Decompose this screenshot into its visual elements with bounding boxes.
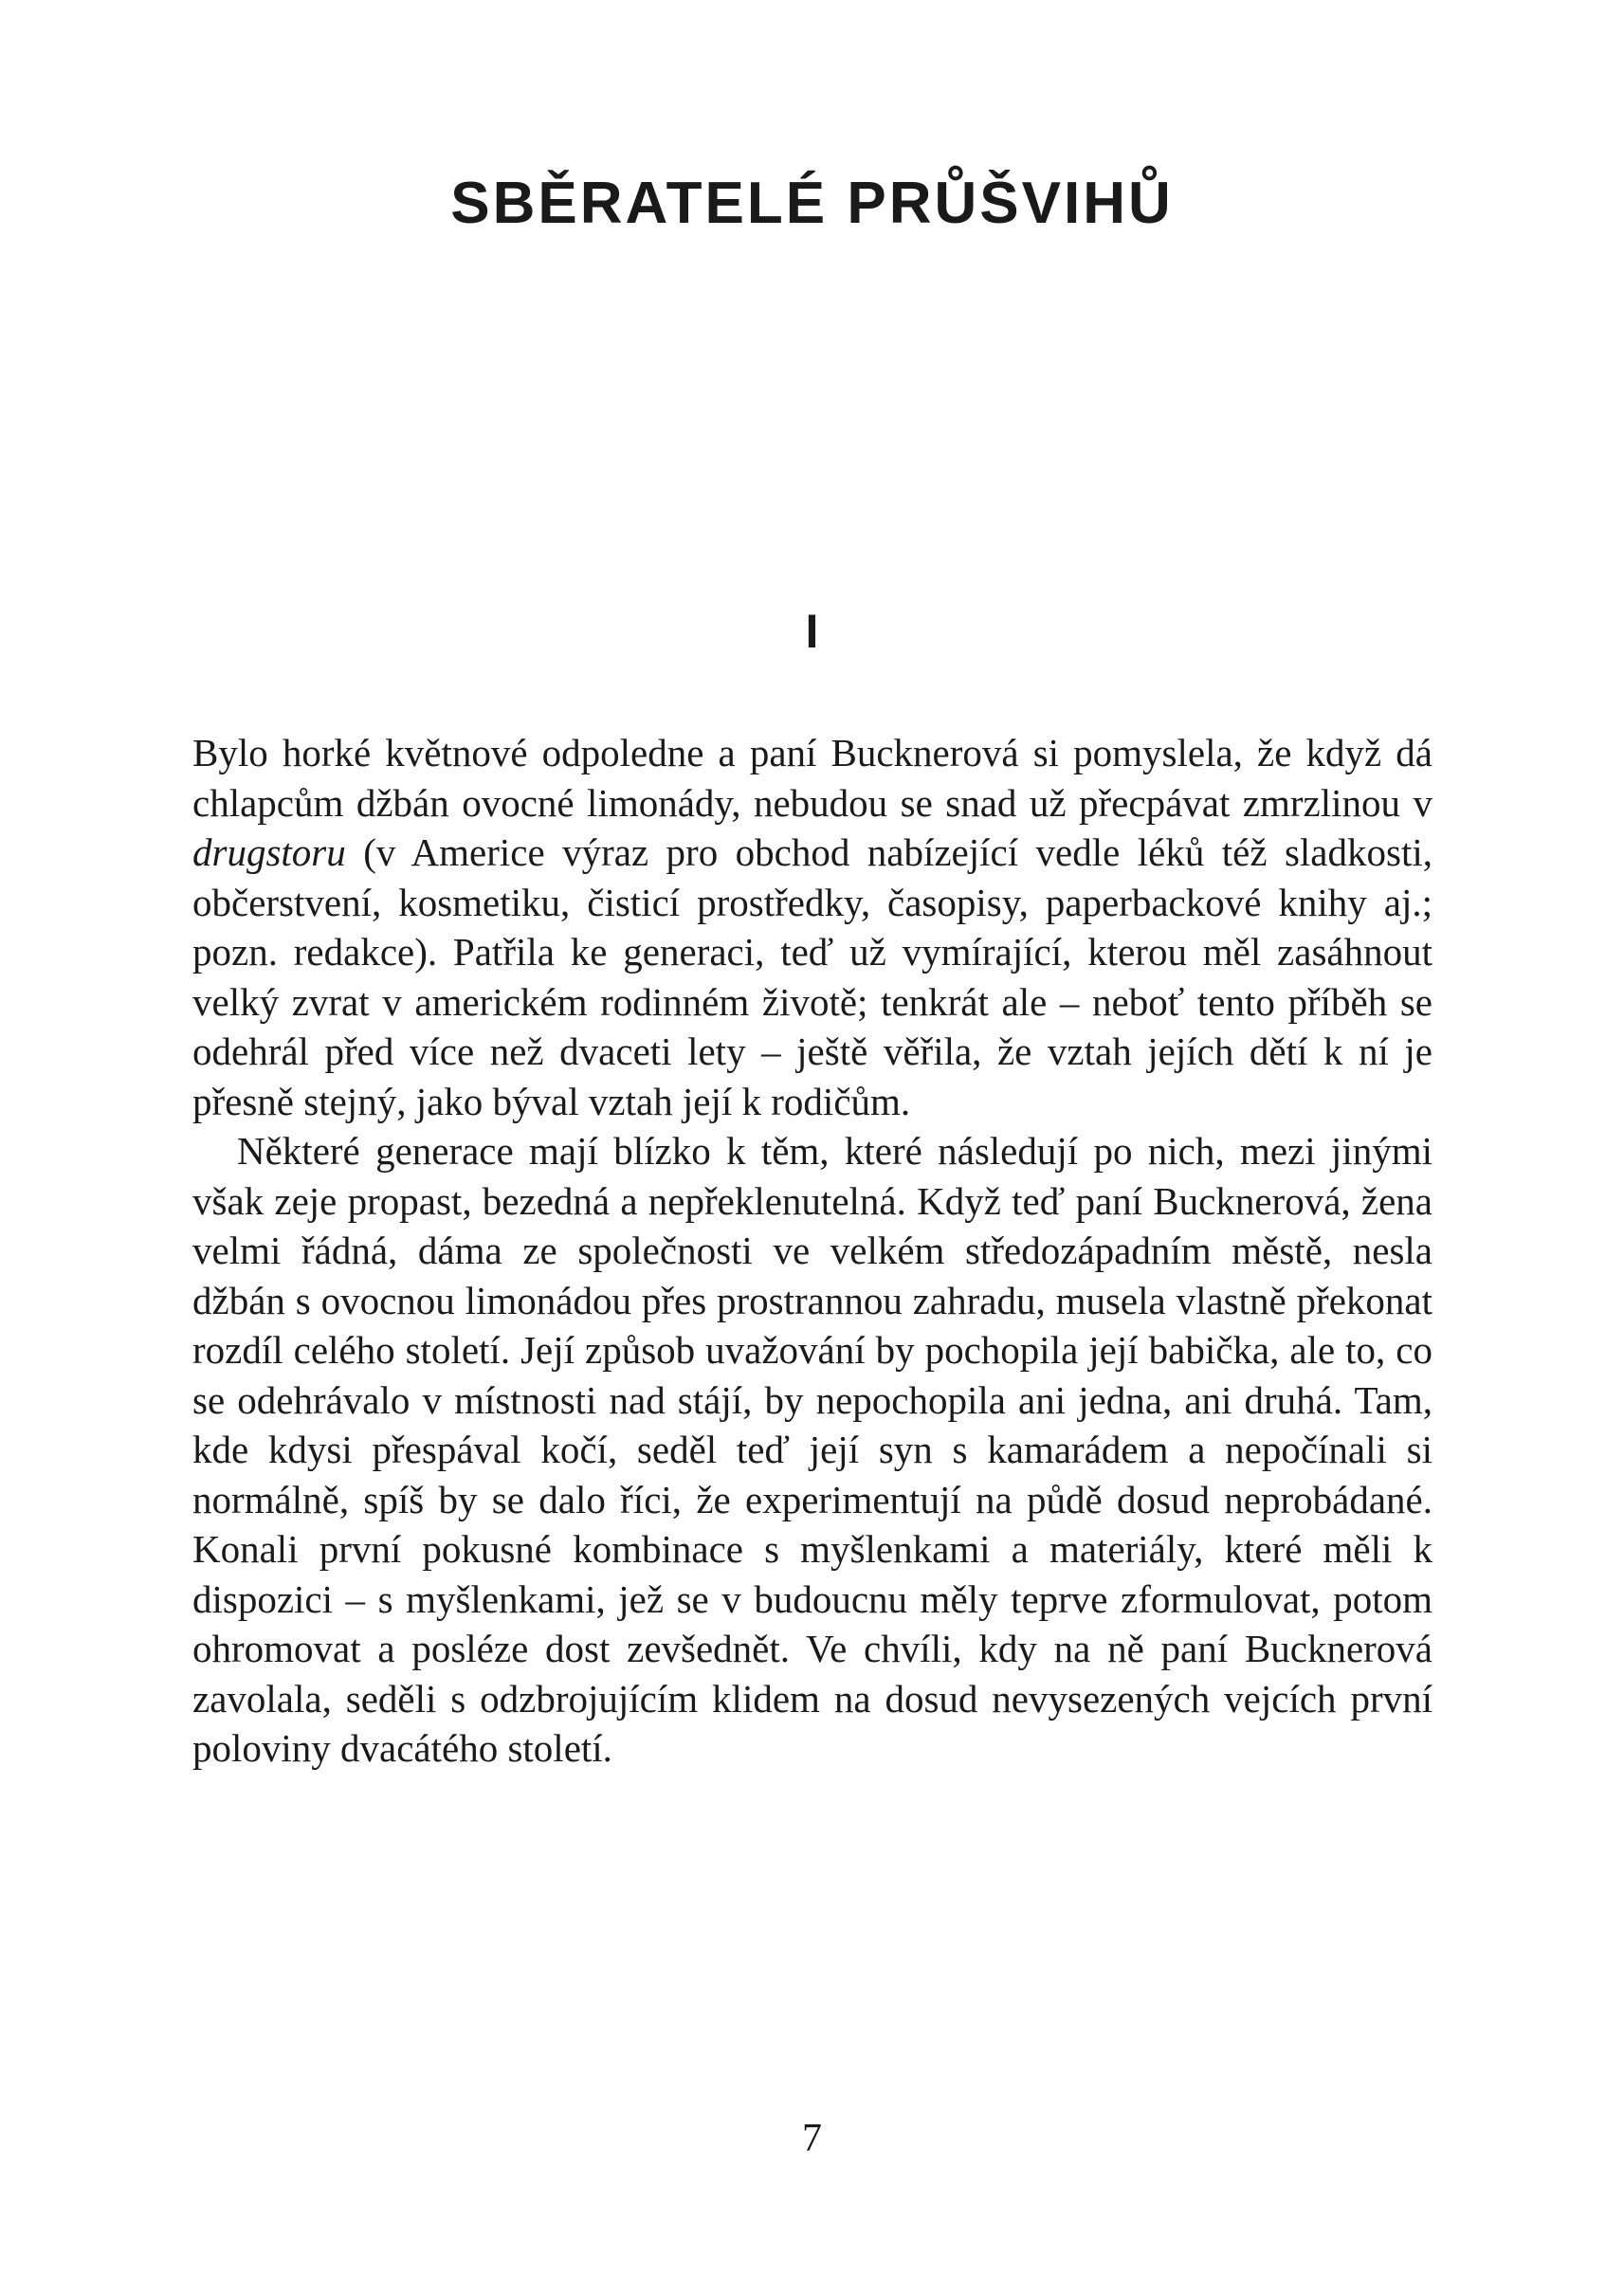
section-number: I [805, 605, 819, 658]
body-text [192, 728, 1432, 1774]
page-number: 7 [802, 2117, 822, 2160]
paragraph-2: Některé generace mají blízko k těm, které následují po nich, mezi jinými však zeje propast, bezedná a nepřeklenutelná. Když teď paní Bucknerová, žena velmi řádná, dáma ze společnosti ve velkém středozápadním městě, nesla džbán s ovocnou limonádou přes prostrannou zahradu, musela vlastně překonat rozdíl celého století. Její způsob uvažování by pochopila její babička, ale to, co se odehrávalo v místnosti nad stájí, by nepochopila ani jedna, ani druhá. Tam, kde kdysi přespával kočí, seděl teď její syn s kamarádem a nepočínali si normálně, spíš by se dalo říci, že experimentují na půdě dosud neprobádané. Konali první pokusné kombinace s myšlenkami a materiály, které měli k dispozici – s myšlenkami, jež se v budoucnu měly teprve zformulovat, potom ohromovat a posléze dost zevšednět. Ve chvíli, kdy na ně paní Bucknerová zavolala, seděli s odzbrojujícím klidem na dosud nevysezených vejcích první poloviny dvacátého století. [192, 1129, 1432, 1770]
paragraph-1-text-before: Bylo horké květnové odpoledne a paní Bucknerová si pomyslela, že když dá chlapcům džbán ovocné limonády, nebudou se snad už přecpávat zmrzlinou v [192, 731, 1432, 825]
paragraph-1 [192, 728, 1432, 1126]
paragraph-1-text-after: (v Americe výraz pro obchod nabízející vedle léků též sladkosti, občerstvení, kosmetiku, čisticí prostředky, časopisy, paperbackové knihy aj.; pozn. redakce). Patřila ke generaci, teď už vymírající, kterou měl zasáhnout velký zvrat v americkém rodinném životě; tenkrát ale – neboť tento příběh se odehrál před více než dvaceti lety – ještě věřila, že vztah jejích dětí k ní je přesně stejný, jako býval vztah její k rodičům. [192, 830, 1432, 1123]
chapter-title: SBĚRATELÉ PRŮŠVIHŮ [450, 171, 1174, 236]
paragraph-1-emphasis: drugstoru [192, 830, 346, 874]
